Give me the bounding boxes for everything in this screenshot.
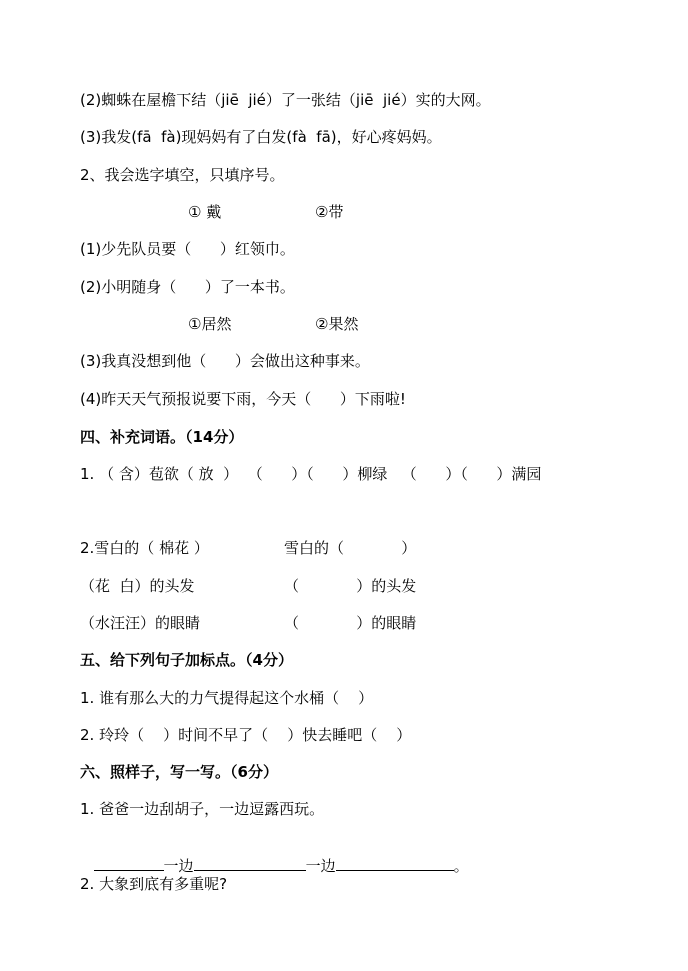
section4-q2-row3-left: （水汪汪）的眼睛 [80, 614, 201, 632]
section6-heading: 六、照样子，写一写。（6分） [80, 763, 278, 781]
q2-item1: (1)少先队员要（ ）红领巾。 [80, 240, 295, 258]
section4-q2-row1-left: 2.雪白的（ 棉花 ） [80, 539, 209, 557]
section6-q1: 1. 爸爸一边刮胡子，一边逗露西玩。 [80, 800, 325, 818]
section4-q1: 1. （ 含）苞欲（ 放 ） （ ）（ ）柳绿 （ ）（ ）满园 [80, 465, 542, 483]
section4-heading: 四、补充词语。（14分） [80, 428, 244, 446]
fill-blank-3[interactable] [336, 856, 454, 871]
q2-item4: (4)昨天天气预报说要下雨，今天（ ）下雨啦! [80, 390, 406, 408]
fill-part-2: 一边 [305, 857, 336, 875]
section6-q2: 2. 大象到底有多重呢? [80, 875, 228, 893]
fill-blank-2[interactable] [194, 856, 306, 871]
q2-item2: (2)小明随身（ ）了一本书。 [80, 278, 295, 296]
options-b-1: ①居然 [188, 315, 232, 333]
options-b-2: ②果然 [315, 315, 359, 333]
line-s3-q1-item3: (3)我发(fā fà)现妈妈有了白发(fà fā)，好心疼妈妈。 [80, 128, 442, 146]
section5-q2: 2. 玲玲（ ）时间不早了（ ）快去睡吧（ ） [80, 726, 412, 744]
section4-q2-row3-right: （ ）的眼睛 [284, 614, 417, 632]
options-a-1: ① 戴 [188, 203, 222, 221]
q2-title: 2、我会选字填空，只填序号。 [80, 166, 285, 184]
options-a-2: ②带 [315, 203, 344, 221]
section6-fill-line [84, 836, 469, 876]
line-s3-q1-item2: (2)蜘蛛在屋檐下结（jiē jié）了一张结（jiē jié）实的大网。 [80, 91, 491, 109]
q2-item3: (3)我真没想到他（ ）会做出这种事来。 [80, 352, 370, 370]
section4-q2-row1-right: 雪白的（ ） [284, 539, 417, 557]
fill-blank-1[interactable] [94, 856, 164, 871]
section4-q2-row2-left: （花 白）的头发 [80, 577, 195, 595]
section5-heading: 五、给下列句子加标点。（4分） [80, 651, 293, 669]
fill-part-1: 一边 [163, 857, 194, 875]
section5-q1: 1. 谁有那么大的力气提得起这个水桶（ ） [80, 689, 374, 707]
section4-q2-row2-right: （ ）的头发 [284, 577, 417, 595]
fill-part-3: 。 [453, 857, 469, 875]
